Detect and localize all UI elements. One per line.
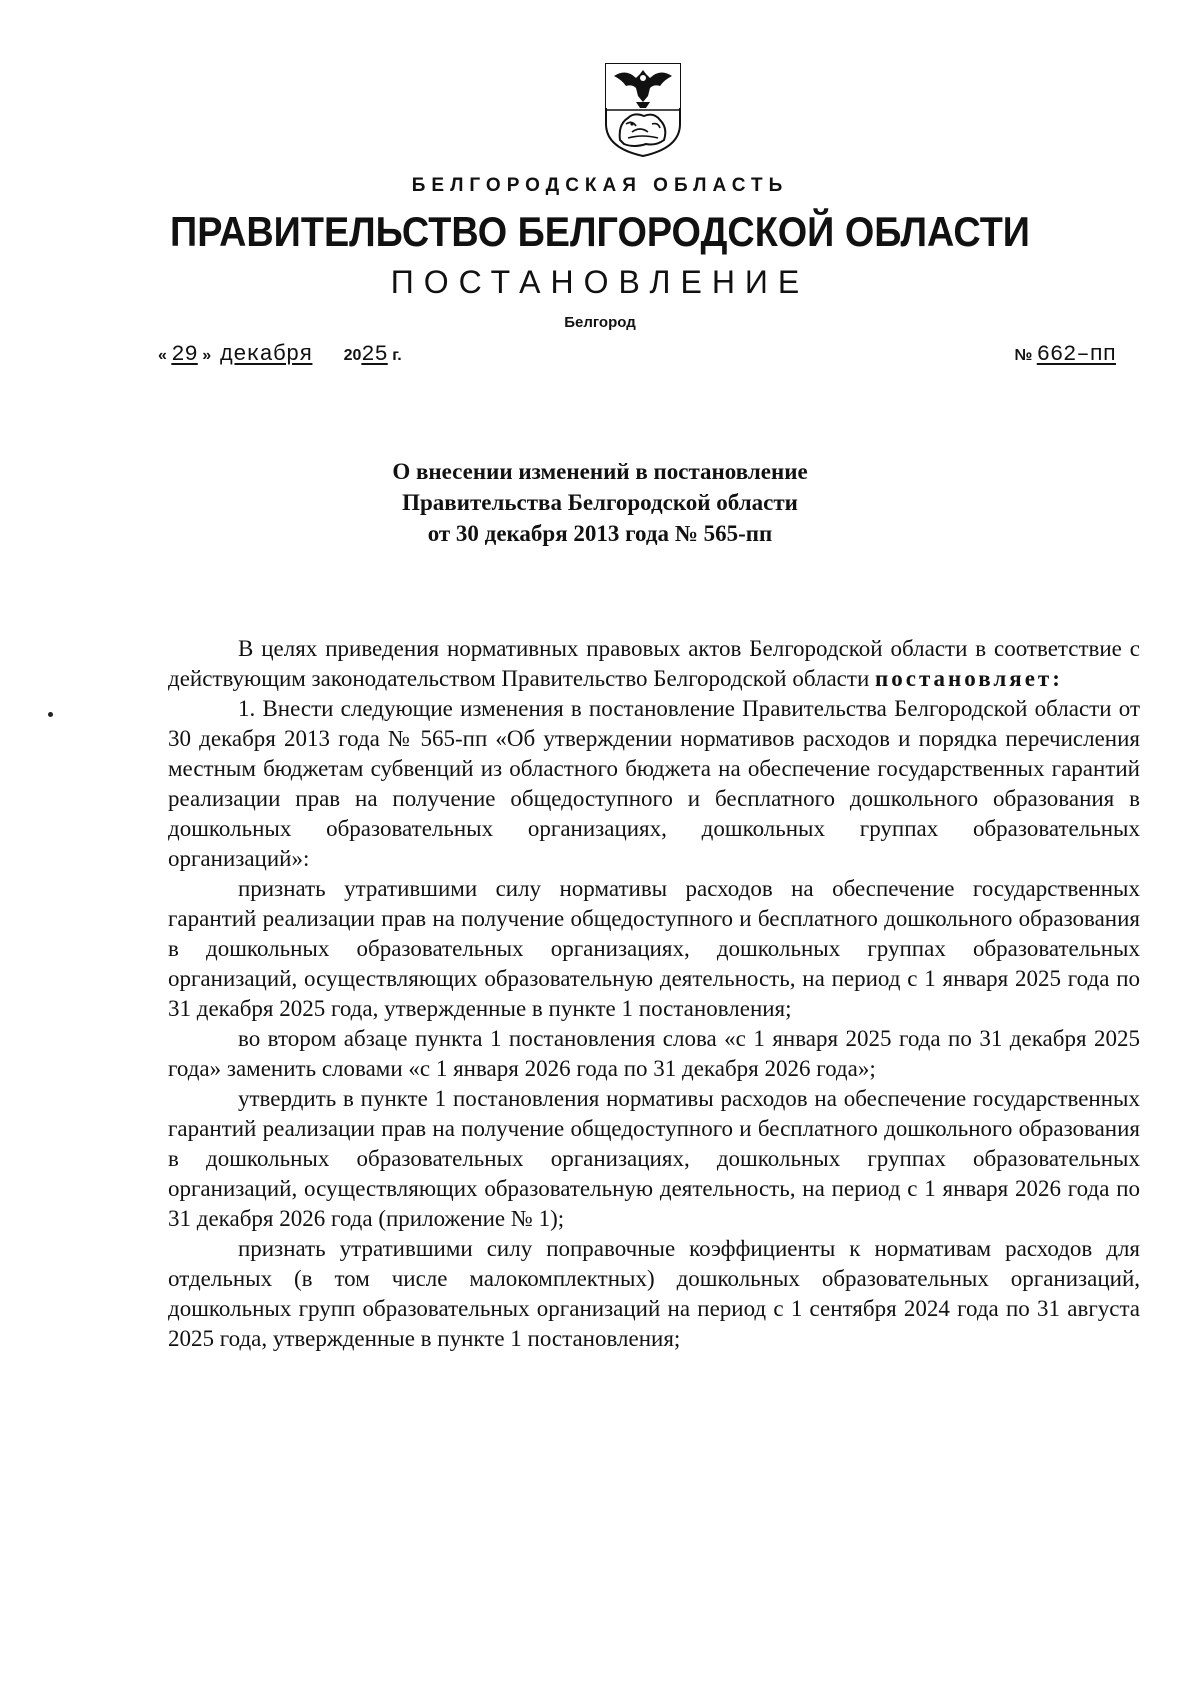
document-title <box>0 456 1200 549</box>
number-label: № <box>1014 347 1033 364</box>
date-open-quote: « <box>158 347 167 364</box>
title-line-1: О внесении изменений в постановление <box>392 459 808 484</box>
preamble-text: В целях приведения нормативных правовых актов Белгородской области в соответствие с действующим законодательством Правительство Белгородской области <box>168 636 1140 691</box>
date-year-abbr: г. <box>392 347 402 364</box>
number-value: 662–пп <box>1036 342 1116 367</box>
document-type: ПОСТАНОВЛЕНИЕ <box>390 264 810 300</box>
coat-of-arms-icon <box>602 62 684 158</box>
paragraph-item-1: 1. Внести следующие изменения в постановление Правительства Белгородской области от 30 декабря 2013 года № 565-пп «Об утверждении нормативов расходов и порядка перечисления местным бюджетам субвенций из областного бюджета на обеспечение государственных гарантий реализации прав на получение общедоступного и бесплатного дошкольного образования в дошкольных образовательных организациях, дошкольных группах образовательных организаций»: <box>168 696 1140 871</box>
paragraph-approve-norms: утвердить в пункте 1 постановления нормативы расходов на обеспечение государственных гарантий реализации прав на получение общедоступного и бесплатного дошкольного образования в дошкольных образовательных организациях, дошкольных группах образовательных организаций, осуществляющих образовательную деятельность, на период с 1 января 2026 года по 31 декабря 2026 года (приложение № 1); <box>168 1086 1140 1231</box>
date-month: декабря <box>220 342 313 367</box>
paragraph-replace-words: во втором абзаце пункта 1 постановления слова «с 1 января 2025 года по 31 декабря 2025 года» заменить словами «с 1 января 2026 года по 31 декабря 2026 года»; <box>168 1026 1140 1081</box>
document-date <box>158 342 402 367</box>
document-body <box>168 634 1140 1354</box>
region-name: БЕЛГОРОДСКАЯ ОБЛАСТЬ <box>411 175 789 196</box>
date-year-suffix: 25 <box>361 342 388 367</box>
title-line-3: от 30 декабря 2013 года № 565-пп <box>427 521 773 546</box>
city-name: Белгород <box>564 314 636 331</box>
paragraph-revoke-norms: признать утратившими силу нормативы расходов на обеспечение государственных гарантий реализации прав на получение общедоступного и бесплатного дошкольного образования в дошкольных образовательных организациях, дошкольных группах образовательных организаций, осуществляющих образовательную деятельность, на период с 1 января 2025 года по 31 декабря 2025 года, утвержденные в пункте 1 постановления; <box>168 876 1140 1021</box>
date-day: 29 <box>171 342 198 367</box>
document-number <box>1014 342 1116 367</box>
government-name: ПРАВИТЕЛЬСТВО БЕЛГОРОДСКОЙ ОБЛАСТИ <box>170 208 1030 255</box>
scan-speck <box>48 712 53 717</box>
paragraph-preamble <box>168 634 1140 694</box>
title-line-2: Правительства Белгородской области <box>402 490 798 515</box>
date-close-quote: » <box>202 347 212 364</box>
paragraph-revoke-coefficients: признать утратившими силу поправочные коэффициенты к нормативам расходов для отдельных (в том числе малокомплектных) дошкольных образовательных организаций, дошкольных групп образовательных организаций на период с 1 сентября 2024 года по 31 августа 2025 года, утвержденные в пункте 1 постановления; <box>168 1236 1140 1351</box>
preamble-decree-word: постановляет: <box>875 666 1063 691</box>
date-year-prefix: 20 <box>343 347 362 364</box>
